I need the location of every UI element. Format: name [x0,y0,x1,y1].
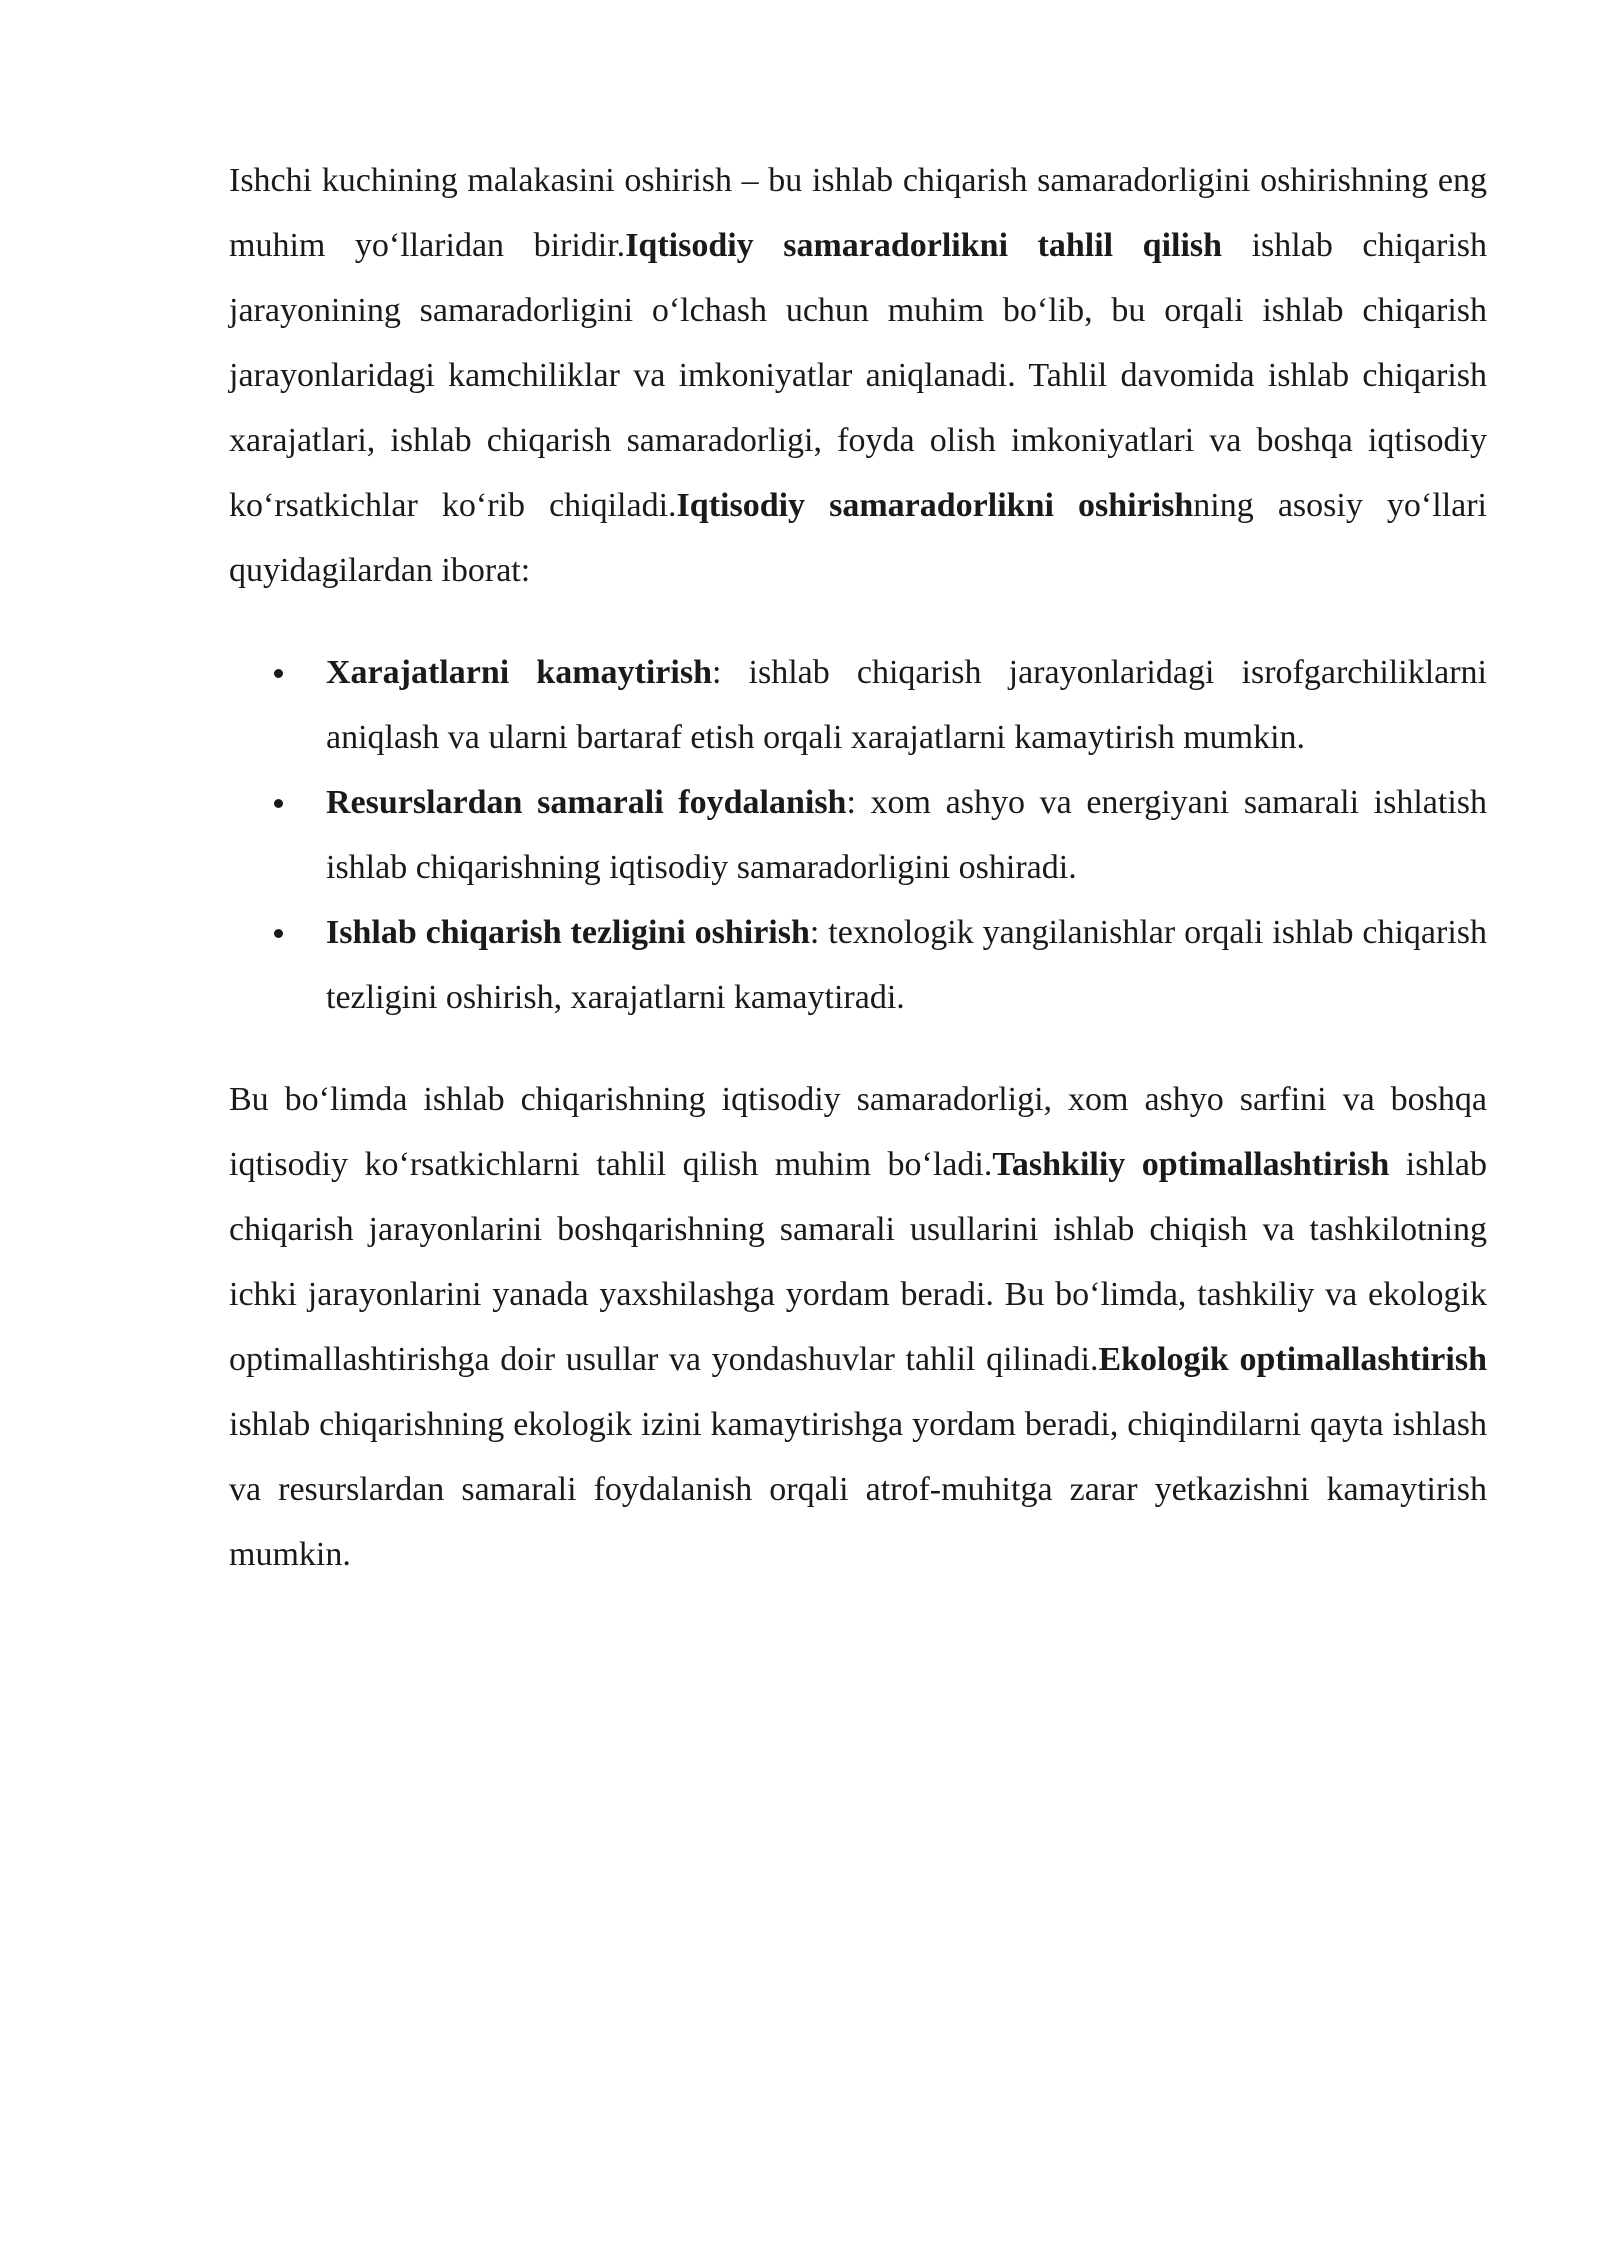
bold-term: Iqtisodiy samaradorlikni oshirish [676,487,1194,524]
list-item [229,770,1487,900]
bullet-term: Resurslardan samarali foydalanish [326,784,847,821]
bold-term: Tashkiliy optimallashtirish [992,1146,1390,1183]
list-item [229,640,1487,770]
document-body [229,148,1487,1587]
bullet-text: : xom ashyo va energiyani samarali ishlatish ishlab chiqarishning iqtisodiy samaradorligini oshiradi. [326,784,1487,886]
text-run: ishlab chiqarish jarayonining samaradorligini o‘lchash uchun muhim bo‘lib, bu orqali ishlab chiqarish jarayonlaridagi kamchiliklar va imkoniyatlar aniqlanadi. Tahlil davomida ishlab chiqarish xarajatlari, ishlab chiqarish samaradorligi, foyda olish imkoniyatlari va boshqa iqtisodiy ko‘rsatkichlar ko‘rib chiqiladi. [229,227,1487,524]
paragraph-2 [229,1067,1487,1587]
text-run: ishlab chiqarishning ekologik izini kamaytirishga yordam beradi, chiqindilarni qayta ishlash va resurslardan samarali foydalanish orqali atrof-muhitga zarar yetkazishni kamaytirish mumkin. [229,1406,1487,1573]
bullet-text: : ishlab chiqarish jarayonlaridagi isrofgarchiliklarni aniqlash va ularni bartaraf etish orqali xarajatlarni kamaytirish mumkin. [326,654,1487,756]
bold-term: Iqtisodiy samaradorlikni tahlil qilish [625,227,1223,264]
paragraph-1 [229,148,1487,603]
text-run: Bu bo‘limda ishlab chiqarishning iqtisodiy samaradorligi, xom ashyo sarfini va boshqa iqtisodiy ko‘rsatkichlarni tahlil qilish muhim bo‘ladi. [229,1081,1487,1183]
bullet-term: Ishlab chiqarish tezligini oshirish [326,914,810,951]
bullet-term: Xarajatlarni kamaytirish [326,654,712,691]
bullet-list [229,640,1487,1030]
text-run: ishlab chiqarish jarayonlarini boshqarishning samarali usullarini ishlab chiqish va tashkilotning ichki jarayonlarini yanada yaxshilashga yordam beradi. Bu bo‘limda, tashkiliy va ekologik optimallashtirishga doir usullar va yondashuvlar tahlil qilinadi. [229,1146,1487,1378]
bullet-icon [274,799,283,808]
list-item [229,900,1487,1030]
bold-term: Ekologik optimallashtirish [1098,1341,1487,1378]
text-run: Ishchi kuchining malakasini oshirish – bu ishlab chiqarish samaradorligini oshirishning eng muhim yo‘llaridan biridir. [229,162,1487,264]
bullet-icon [274,669,283,678]
bullet-icon [274,929,283,938]
text-run: ning asosiy yo‘llari quyidagilardan iborat: [229,487,1487,589]
bullet-text: : texnologik yangilanishlar orqali ishlab chiqarish tezligini oshirish, xarajatlarni kamaytiradi. [326,914,1487,1016]
